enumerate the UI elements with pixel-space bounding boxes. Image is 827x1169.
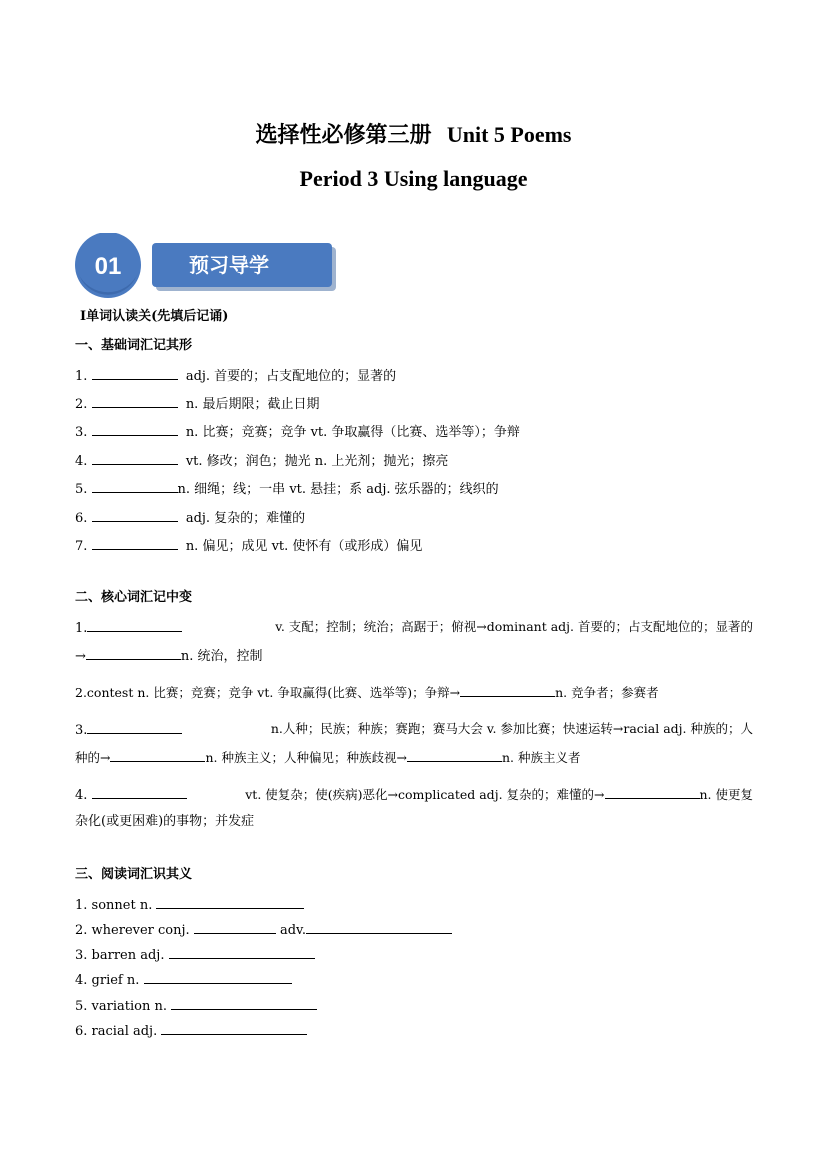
sec1-item: 7. n. 偏见；成见 vt. 使怀有（或形成）偏见 <box>75 539 423 554</box>
answer-blank[interactable] <box>161 1022 307 1035</box>
section-badge <box>74 233 339 301</box>
title-chinese: 选择性必修第三册 <box>255 123 432 148</box>
answer-blank[interactable] <box>92 537 178 550</box>
main-section-title: Ⅰ单词认读关(先填后记诵) <box>80 309 229 324</box>
sec3-item: 2. wherever conj. adv. <box>75 921 452 939</box>
sec2-heading: 二、核心词汇记中变 <box>75 590 193 605</box>
sec2-item-1-line2: → n. 统治，控制 <box>75 649 263 664</box>
answer-blank[interactable] <box>171 997 317 1010</box>
sec2-item-4: 4. vt. 使复杂；使(疾病)恶化→complicated adj. 复杂的；难懂的→ n. 使更复 <box>75 787 753 803</box>
answer-blank[interactable] <box>407 749 502 762</box>
answer-blank[interactable] <box>92 786 187 799</box>
answer-blank[interactable] <box>92 452 178 465</box>
sec1-item: 3. n. 比赛；竞赛；竞争 vt. 争取赢得（比赛、选举等）；争辩 <box>75 425 520 440</box>
answer-blank[interactable] <box>605 786 700 799</box>
answer-blank[interactable] <box>460 684 555 697</box>
sec2-item-3: 3. n.人种；民族；种族；赛跑；赛马大会 v. 参加比赛；快速运转→racial adj. 种族的；人 <box>75 721 753 738</box>
sec1-item: 6. adj. 复杂的；难懂的 <box>75 511 306 526</box>
answer-blank[interactable] <box>86 647 181 660</box>
answer-blank[interactable] <box>144 971 292 984</box>
answer-blank[interactable] <box>194 921 276 934</box>
answer-blank[interactable] <box>92 480 178 493</box>
answer-blank[interactable] <box>169 946 315 959</box>
sec1-item: 5. n. 细绳；线；一串 vt. 悬挂；系 adj. 弦乐器的；线织的 <box>75 482 499 497</box>
sec3-item: 1. sonnet n. <box>75 896 304 914</box>
sec3-item: 6. racial adj. <box>75 1022 307 1040</box>
answer-blank[interactable] <box>92 509 178 522</box>
answer-blank[interactable] <box>156 896 304 909</box>
answer-blank[interactable] <box>87 619 182 632</box>
answer-blank[interactable] <box>110 749 205 762</box>
answer-blank[interactable] <box>92 367 178 380</box>
badge-number: 01 <box>94 253 122 280</box>
sec1-item: 4. vt. 修改；润色；抛光 n. 上光剂；抛光；擦亮 <box>75 454 449 469</box>
answer-blank[interactable] <box>87 721 182 734</box>
sec3-item: 5. variation n. <box>75 997 317 1015</box>
sec3-item: 3. barren adj. <box>75 946 315 964</box>
sec2-item-1: 1. v. 支配；控制；统治；高踞于；俯视→dominant adj. 首要的；占支配地位的；显著的 <box>75 619 753 636</box>
page-subtitle: Period 3 Using language <box>299 166 528 191</box>
answer-blank[interactable] <box>306 921 452 934</box>
sec2-item-3-line2: 种的→ n. 种族主义；人种偏见；种族歧视→ n. 种族主义者 <box>75 750 581 765</box>
sec3-item: 4. grief n. <box>75 971 292 989</box>
answer-blank[interactable] <box>92 423 178 436</box>
page-title <box>0 118 827 149</box>
badge-label: 预习导学 <box>189 253 269 277</box>
sec2-item-4-line2: 杂化(或更困难)的事物；并发症 <box>75 814 255 829</box>
sec1-item: 2. n. 最后期限；截止日期 <box>75 397 320 412</box>
sec1-heading: 一、基础词汇记其形 <box>75 338 193 353</box>
sec2-item-2: 2.contest n. 比赛；竞赛；竞争 vt. 争取赢得(比赛、选举等)；争辩→ n. 竞争者；参赛者 <box>75 685 659 700</box>
answer-blank[interactable] <box>92 395 178 408</box>
sec3-heading: 三、阅读词汇识其义 <box>75 867 193 882</box>
title-english: Unit 5 Poems <box>446 122 572 147</box>
sec1-item: 1. adj. 首要的；占支配地位的；显著的 <box>75 369 397 384</box>
